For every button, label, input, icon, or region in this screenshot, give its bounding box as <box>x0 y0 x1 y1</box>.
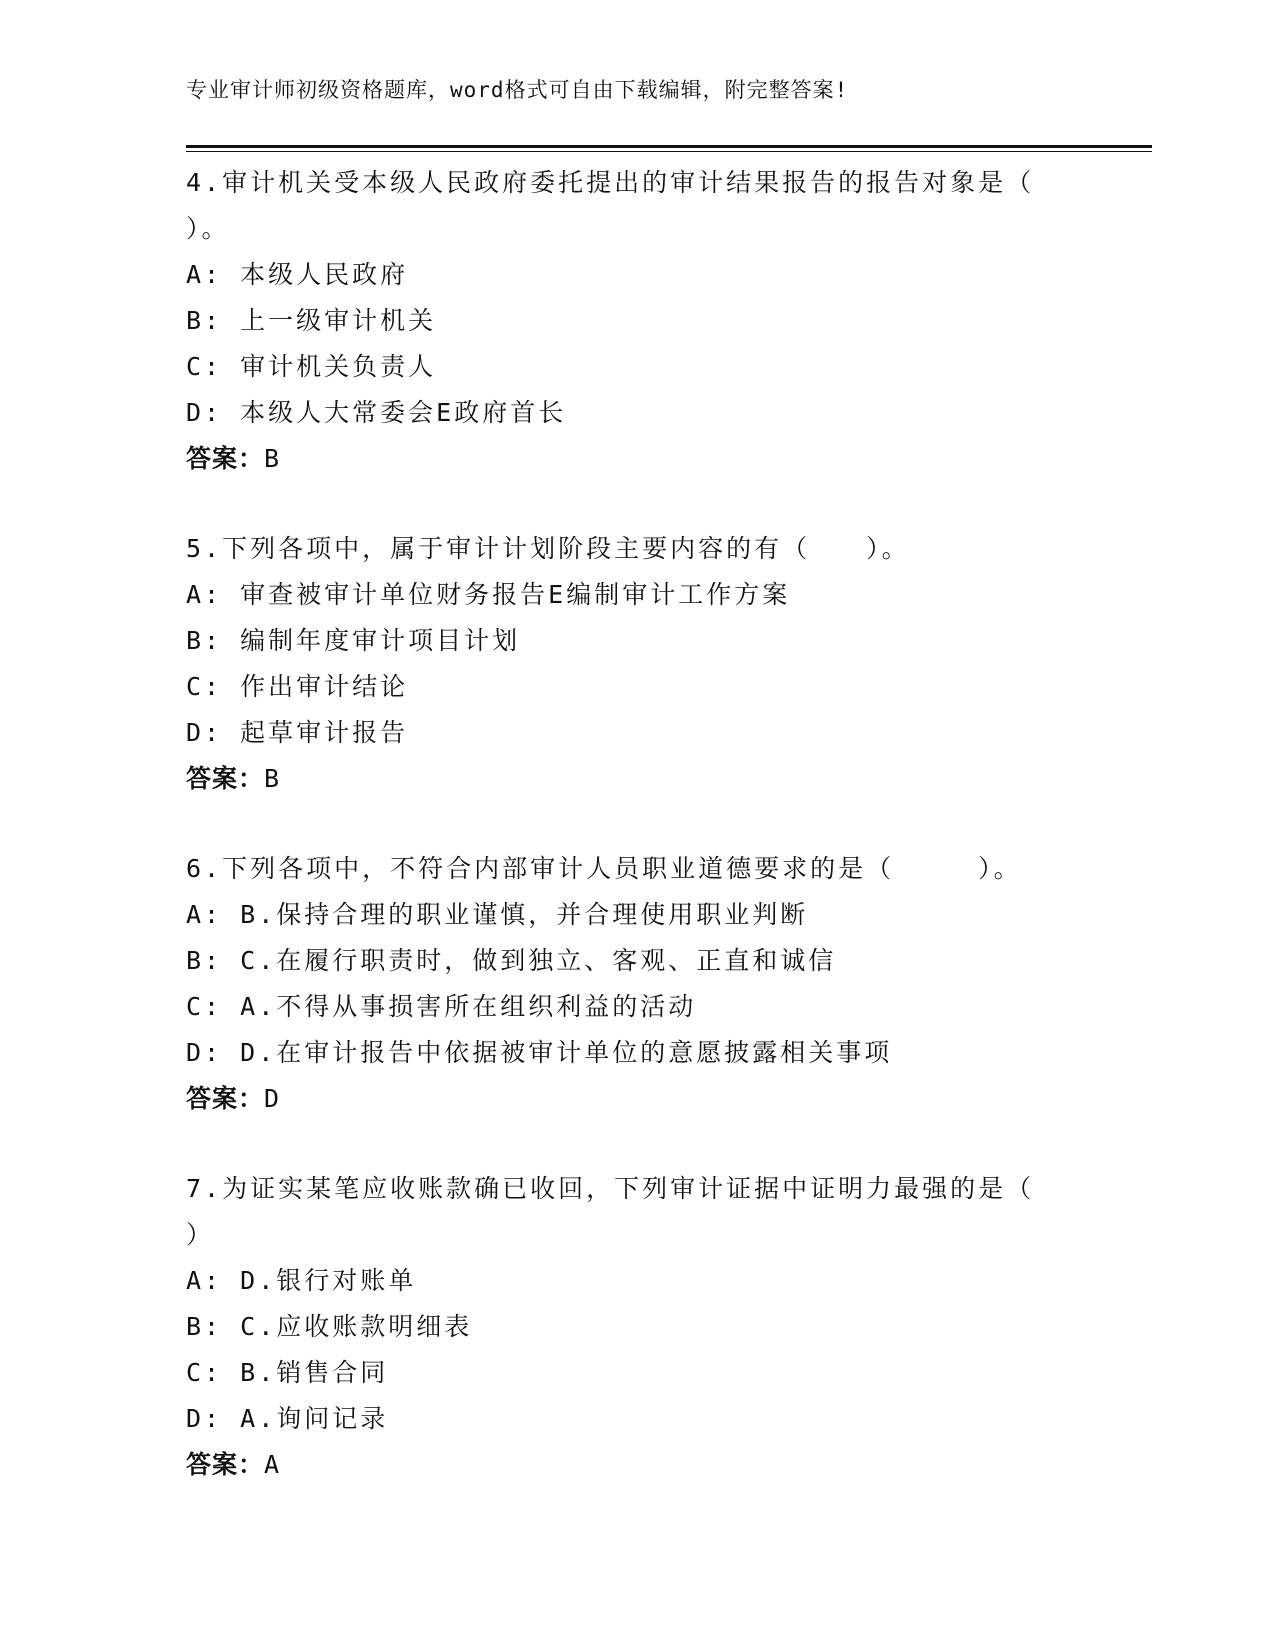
answer <box>186 1076 1086 1122</box>
option-d: D: 起草审计报告 <box>186 718 409 747</box>
answer-value: B <box>264 764 280 793</box>
option-a: A: 本级人民政府 <box>186 260 409 289</box>
question-stem-line: 4.审计机关受本级人民政府委托提出的审计结果报告的报告对象是（ <box>186 168 1035 197</box>
option-c: C: B.销售合同 <box>186 1358 389 1387</box>
option-a: A: D.银行对账单 <box>186 1266 417 1295</box>
page-header: 专业审计师初级资格题库，word格式可自由下载编辑，附完整答案! <box>186 78 849 102</box>
answer <box>186 436 1086 482</box>
question-stem-line: ）。 <box>186 214 230 243</box>
option-b: B: C.应收账款明细表 <box>186 1312 473 1341</box>
answer <box>186 756 1086 802</box>
option-a: A: B.保持合理的职业谨慎，并合理使用职业判断 <box>186 900 809 929</box>
answer-label: 答案： <box>186 1450 265 1479</box>
option-b: B: 上一级审计机关 <box>186 306 437 335</box>
option-c: C: A.不得从事损害所在组织利益的活动 <box>186 992 697 1021</box>
option-c: C: 审计机关负责人 <box>186 352 437 381</box>
answer <box>186 1442 1086 1488</box>
header-rule-thick <box>186 145 1152 148</box>
option-d: D: D.在审计报告中依据被审计单位的意愿披露相关事项 <box>186 1038 893 1067</box>
question-stem-line: ） <box>186 1220 215 1249</box>
option-d: D: 本级人大常委会E政府首长 <box>186 398 567 427</box>
option-b: B: C.在履行职责时，做到独立、客观、正直和诚信 <box>186 946 837 975</box>
option-d: D: A.询问记录 <box>186 1404 389 1433</box>
answer-value: D <box>264 1084 280 1113</box>
header-rule-thin <box>186 151 1152 152</box>
question-stem-line: 7.为证实某笔应收账款确已收回，下列审计证据中证明力最强的是（ <box>186 1174 1035 1203</box>
question-7 <box>186 1166 1086 1488</box>
question-5 <box>186 526 1086 802</box>
question-4 <box>186 160 1086 482</box>
answer-value: B <box>264 444 280 473</box>
option-b: B: 编制年度审计项目计划 <box>186 626 521 655</box>
question-stem-line: 6.下列各项中，不符合内部审计人员职业道德要求的是（ ）。 <box>186 854 1022 883</box>
question-6 <box>186 846 1086 1122</box>
question-stem-line: 5.下列各项中，属于审计计划阶段主要内容的有（ ）。 <box>186 534 910 563</box>
option-c: C: 作出审计结论 <box>186 672 409 701</box>
answer-value: A <box>264 1450 280 1479</box>
answer-label: 答案： <box>186 764 265 793</box>
answer-label: 答案： <box>186 444 265 473</box>
option-a: A: 审查被审计单位财务报告E编制审计工作方案 <box>186 580 791 609</box>
question-list <box>186 160 1086 1532</box>
answer-label: 答案： <box>186 1084 265 1113</box>
